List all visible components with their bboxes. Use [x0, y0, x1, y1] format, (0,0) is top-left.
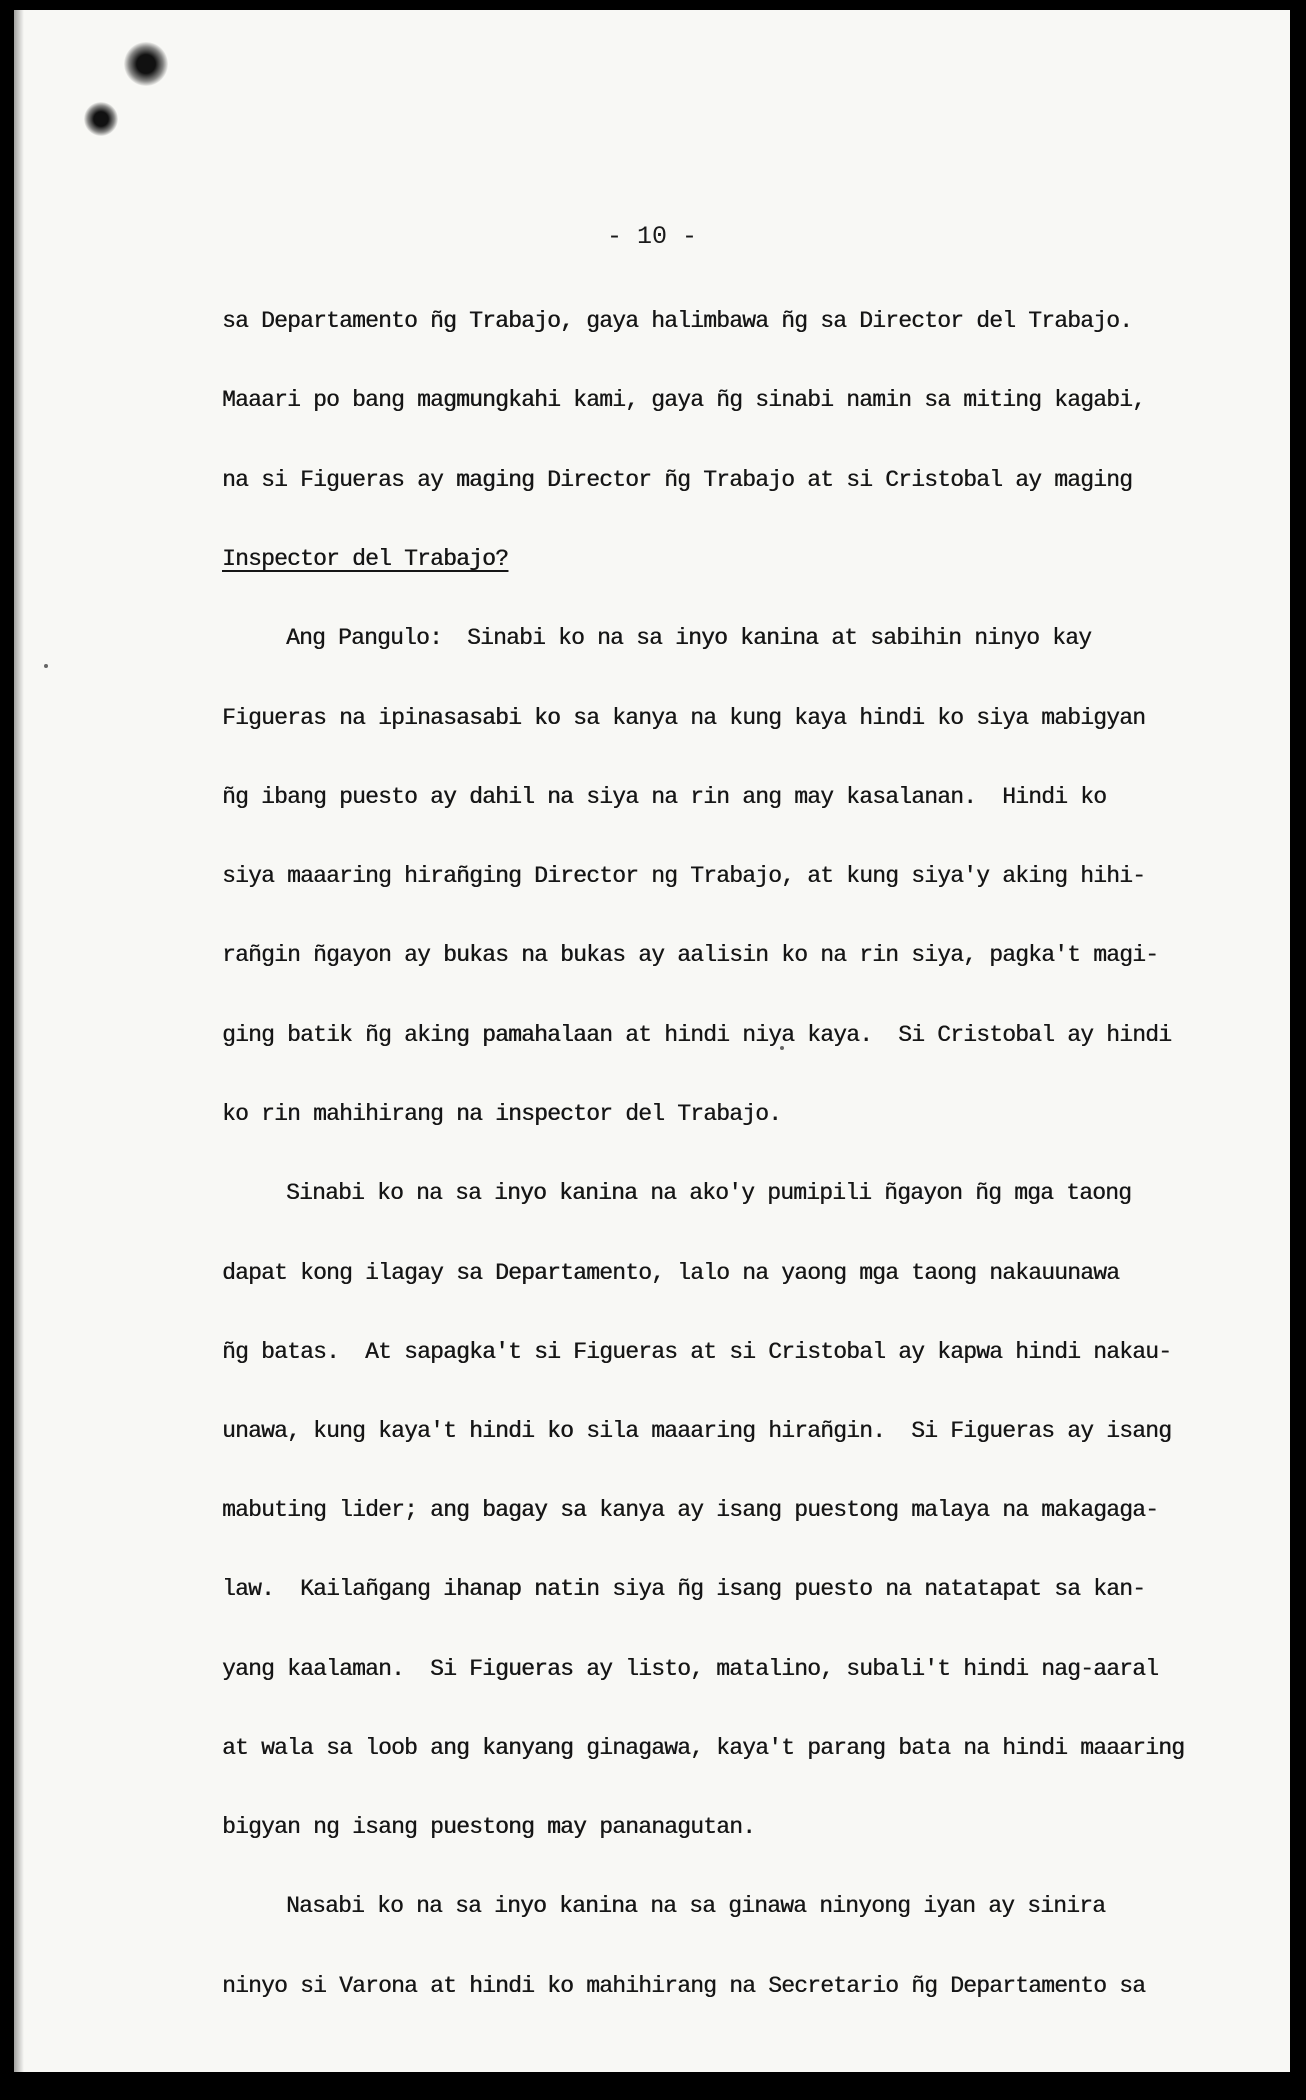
- text-line: sa Departamento ñg Trabajo, gaya halimbawa ñg sa Director del Trabajo.: [222, 308, 1133, 334]
- text-line: yang kaalaman. Si Figueras ay listo, matalino, subali't hindi nag-aaral: [222, 1656, 1159, 1682]
- page-edge-shadow: [14, 10, 24, 2072]
- text-line: dapat kong ilagay sa Departamento, lalo na yaong mga taong nakauunawa: [222, 1260, 1120, 1286]
- speaker-label: Ang Pangulo:: [286, 625, 443, 651]
- text-line: Sinabi ko na sa inyo kanina na ako'y pumipili ñgayon ñg mga taong: [286, 1180, 1132, 1206]
- page-number: - 10 -: [606, 222, 697, 251]
- text-line: at wala sa loob ang kanyang ginagawa, kaya't parang bata na hindi maaaring: [222, 1735, 1185, 1761]
- text-line: law. Kailañgang ihanap natin siya ñg isang puesto na natatapat sa kan-: [222, 1576, 1146, 1602]
- text-line: Nasabi ko na sa inyo kanina na sa ginawa ninyong iyan ay sinira: [286, 1893, 1106, 1919]
- text-line: Inspector del Trabajo?: [222, 546, 509, 572]
- text-line: na si Figueras ay maging Director ñg Trabajo at si Cristobal ay maging: [222, 467, 1133, 493]
- ink-blot: [124, 42, 168, 86]
- text-line: unawa, kung kaya't hindi ko sila maaaring hirañgin. Si Figueras ay isang: [222, 1418, 1172, 1444]
- text-line: Maaari po bang magmungkahi kami, gaya ñg sinabi namin sa miting kagabi,: [222, 387, 1146, 413]
- speck: [44, 664, 48, 668]
- text-line: ñg ibang puesto ay dahil na siya na rin ang may kasalanan. Hindi ko: [222, 784, 1107, 810]
- text-line: bigyan ng isang puestong may pananagutan.: [222, 1814, 756, 1840]
- text-line: rañgin ñgayon ay bukas na bukas ay aalisin ko na rin siya, pagka't magi-: [222, 942, 1159, 968]
- text-line: mabuting lider; ang bagay sa kanya ay isang puestong malaya na makagaga-: [222, 1497, 1159, 1523]
- text-line: ging batik ñg aking pamahalaan at hindi niya kaya. Si Cristobal ay hindi: [222, 1022, 1172, 1048]
- text-line: siya maaaring hirañging Director ng Trabajo, at kung siya'y aking hihi-: [222, 863, 1146, 889]
- ink-blot: [84, 102, 118, 136]
- text-line: Sinabi ko na sa inyo kanina at sabihin ninyo kay: [467, 625, 1092, 651]
- text-line: ninyo si Varona at hindi ko mahihirang na Secretario ñg Departamento sa: [222, 1973, 1146, 1999]
- text-line: Figueras na ipinasasabi ko sa kanya na kung kaya hindi ko siya mabigyan: [222, 705, 1146, 731]
- text-line: ko rin mahihirang na inspector del Trabajo.: [222, 1101, 782, 1127]
- text-line: ñg batas. At sapagka't si Figueras at si Cristobal ay kapwa hindi nakau-: [222, 1339, 1172, 1365]
- document-page: [14, 10, 1290, 2072]
